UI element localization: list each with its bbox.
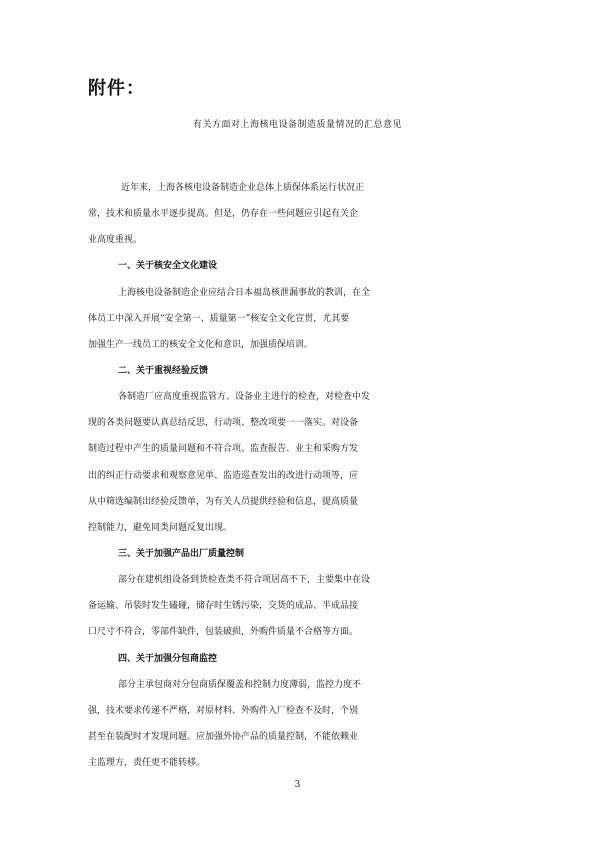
body-line: 甚至在装配时才发现问题。应加强外协产品的质量控制，不能依赖业 <box>88 732 359 742</box>
body-line: 从中筛选编制出经验反馈单，为有关人员提供经验和信息，提高质量 <box>88 497 359 507</box>
body-line: 部分主承包商对分包商质保覆盖和控制力度薄弱，监控力度不 <box>118 680 362 690</box>
body-line: 近年来，上海各核电设备制造企业总体上质保体系运行状况正 <box>121 183 365 193</box>
page-number: 3 <box>294 780 301 790</box>
body-line: 控制能力，避免同类问题反复出现。 <box>88 523 233 533</box>
body-line: 强，技术要求传递不严格，对原材料、外购件入厂检查不及时，个别 <box>88 706 359 716</box>
section-heading: 一、关于核安全文化建设 <box>118 261 218 271</box>
attachment-label: 附件： <box>88 78 145 99</box>
section-heading: 四、关于加强分包商监控 <box>118 654 218 664</box>
body-line: 备运输、吊装时发生磕碰，储存时生锈污染，交货的成品、半成品接 <box>88 601 359 611</box>
body-line: 上海核电设备制造企业应结合日本福岛核泄漏事故的教训，在全 <box>118 288 371 298</box>
body-line: 现的各类问题要认真总结反思，行动项、整改项要一一落实。对设备 <box>88 418 359 428</box>
body-line: 部分在建机组设备到货检查类不符合项居高不下，主要集中在设 <box>118 575 371 585</box>
body-line: 常，技术和质量水平逐步提高。但是，仍存在一些问题应引起有关企 <box>88 209 359 219</box>
section-heading: 二、关于重视经验反馈 <box>118 366 209 376</box>
body-line: 口尺寸不符合，零部件缺件，包装破损，外购件质量不合格等方面。 <box>88 627 359 637</box>
body-line: 制造过程中产生的质量问题和不符合项、监查报告、业主和采购方发 <box>88 444 359 454</box>
body-line: 体员工中深入开展“安全第一、质量第一”核安全文化宣贯，尤其要 <box>88 314 350 324</box>
body-line: 出的纠正行动要求和观察意见单、监造巡查发出的改进行动项等，应 <box>88 471 359 481</box>
body-line: 加强生产一线员工的核安全文化和意识，加强质保培训。 <box>88 340 314 350</box>
body-line: 业高度重视。 <box>88 235 143 245</box>
body-line: 主监理方，责任更不能转移。 <box>88 758 206 768</box>
body-line: 各制造厂应高度重视监管方、设备业主进行的检查，对检查中发 <box>118 392 371 402</box>
section-heading: 三、关于加强产品出厂质量控制 <box>118 549 245 559</box>
document-title: 有关方面对上海核电设备制造质量情况的汇总意见 <box>192 120 402 130</box>
